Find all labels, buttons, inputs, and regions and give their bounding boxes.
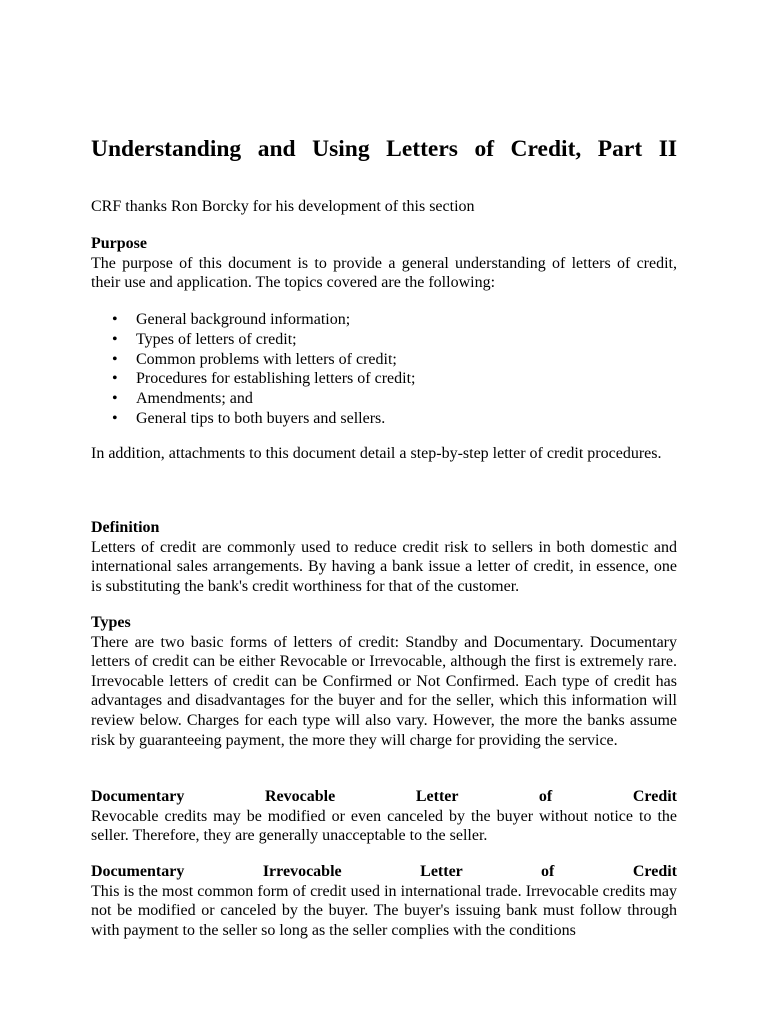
list-item: • Types of letters of credit; (112, 330, 297, 348)
purpose-section (91, 234, 677, 293)
irrevocable-section (91, 862, 677, 940)
purpose-text: The purpose of this document is to provide a general understanding of letters of credit, their use and application. The topics covered are the following: (91, 254, 677, 292)
addition-text: In addition, attachments to this document detail a step-by-step letter of credit procedures. (91, 445, 662, 462)
definition-section (91, 518, 677, 596)
list-item: • General background information; (112, 311, 351, 328)
bullet-icon: • (112, 370, 118, 388)
bullet-icon: • (112, 311, 118, 328)
types-heading: Types (91, 614, 131, 631)
topics-list (91, 310, 415, 429)
irrevocable-text: This is the most common form of credit used in international trade. Irrevocable credits may not be modified or canceled by the buyer. The buyer's issuing bank must follow through with payment to the seller so long as the seller complies with the conditions (91, 882, 677, 939)
bullet-icon: • (112, 409, 118, 427)
list-item: • General tips to both buyers and sellers. (112, 409, 386, 427)
types-section (91, 613, 677, 750)
revocable-heading: Documentary Revocable Letter of Credit (91, 788, 677, 805)
revocable-text: Revocable credits may be modified or even canceled by the buyer without notice to the seller. Therefore, they are generally unacceptable to the seller. (91, 807, 677, 845)
addition-section (91, 444, 677, 464)
bullet-icon: • (112, 390, 118, 408)
list-item: • Procedures for establishing letters of credit; (112, 370, 416, 388)
definition-heading: Definition (91, 519, 160, 536)
document-title: Understanding and Using Letters of Credit, Part II (91, 136, 677, 162)
credit-line: CRF thanks Ron Borcky for his development of this section (91, 198, 475, 215)
definition-text: Letters of credit are commonly used to reduce credit risk to sellers in both domestic and international sales arrangements. By having a bank issue a letter of credit, in essence, one is substituting the bank's credit worthiness for that of the customer. (91, 538, 677, 595)
irrevocable-heading: Documentary Irrevocable Letter of Credit (91, 863, 677, 880)
bullet-icon: • (112, 350, 118, 368)
revocable-section (91, 787, 677, 846)
purpose-heading: Purpose (91, 235, 147, 252)
types-text: There are two basic forms of letters of credit: Standby and Documentary. Documentary letters of credit can be either Revocable or Irrevocable, although the first is extremely rare. Irrevocable letters of credit can be Confirmed or Not Confirmed. Each type of credit has advantages and disadvantages for the buyer and for the seller, which this information will review below. Charges for each type will also vary. However, the more the banks assume risk by guaranteeing payment, the more they will charge for providing the service. (91, 633, 677, 749)
list-item: • Amendments; and (112, 390, 253, 408)
bullet-icon: • (112, 330, 118, 348)
list-item: • Common problems with letters of credit; (112, 350, 397, 368)
